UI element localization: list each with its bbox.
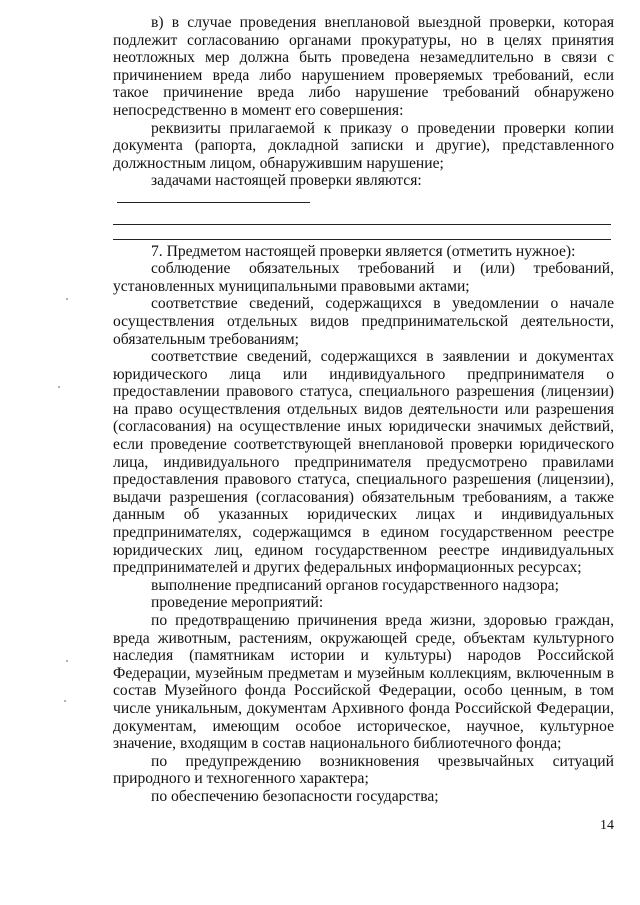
section-7-heading: 7. Предметом настоящей проверки является (отметить нужное): — [151, 242, 576, 260]
paragraph-measures: проведение мероприятий: — [151, 594, 324, 612]
paragraph-notification-compliance: соответствие сведений, содержащихся в уведомлении о начале осуществления отдельных видов предпринимательской деятельности, обязательным требованиям; — [113, 295, 614, 348]
inspection-tasks-fill-line — [117, 201, 310, 203]
scan-speck — [64, 700, 66, 702]
blank-fill-line-2 — [113, 238, 611, 240]
paragraph-orders-execution: выполнение предписаний органов государственного надзора; — [151, 576, 559, 594]
paragraph-state-security: по обеспечению безопасности государства; — [151, 787, 439, 805]
inspection-tasks-label: задачами настоящей проверки являются: — [151, 172, 422, 190]
paragraph-inspection-tasks — [113, 172, 614, 207]
paragraph-harm-prevention: по предотвращению причинения вреда жизни, здоровью граждан, вреда животным, растениям, окружающей среде, объектам культурного наследия (памятникам истории и культуры) народов Российской Федерации, музейным предметам и музейным коллекциям, включенным в состав Музейного фонда Российской Федерации, особо ценным, в том числе уникальным, документам Архивного фонда Российской Федерации, документам, имеющим особое историческое, научное, культурное значение, входящим в состав национального библиотечного фонда; — [113, 612, 614, 753]
blank-fill-line-1 — [113, 223, 611, 225]
paragraph-emergency-prevention: по предупреждению возникновения чрезвычайных ситуаций природного и техногенного характера; — [113, 752, 614, 788]
scan-speck — [66, 660, 68, 662]
scan-speck — [58, 386, 60, 388]
paragraph-document-details: реквизиты прилагаемой к приказу о проведении проверки копии документа (рапорта, докладной записки и другие), представленного должностным лицом, обнаружившим нарушение; — [113, 119, 614, 172]
document-body — [113, 14, 614, 806]
page-number: 14 — [600, 818, 614, 833]
paragraph-application-compliance: соответствие сведений, содержащихся в заявлении и документах юридического лица или индивидуального предпринимателя о предоставлении правового статуса, специального разрешения (лицензии) на право осуществления отдельных видов деятельности или разрешения (согласования) на осуществление иных юридически значимых действий, если проведение соответствующей внеплановой проверки юридического лица, индивидуального предпринимателя предусмотрено правилами предоставления правового статуса, специального разрешения (лицензии), выдачи разрешения (согласования) обязательным требованиям, а также данным об указанных юридических лицах и индивидуальных предпринимателях, содержащимся в едином государственном реестре юридических лиц, едином государственном реестре индивидуальных предпринимателей и других федеральных информационных ресурсах; — [113, 348, 614, 577]
paragraph-unplanned-inspection: в) в случае проведения внеплановой выездной проверки, которая подлежит согласованию органами прокуратуры, но в целях принятия неотложных мер должна быть проведена незамедлительно в связи с причинением вреда либо нарушением проверяемых требований, если такое причинение вреда либо нарушение требований обнаружено непосредственно в момент его совершения: — [113, 14, 614, 119]
paragraph-compliance-requirements: соблюдение обязательных требований и (или) требований, установленных муниципальными правовыми актами; — [113, 260, 614, 295]
scan-speck — [66, 298, 68, 300]
